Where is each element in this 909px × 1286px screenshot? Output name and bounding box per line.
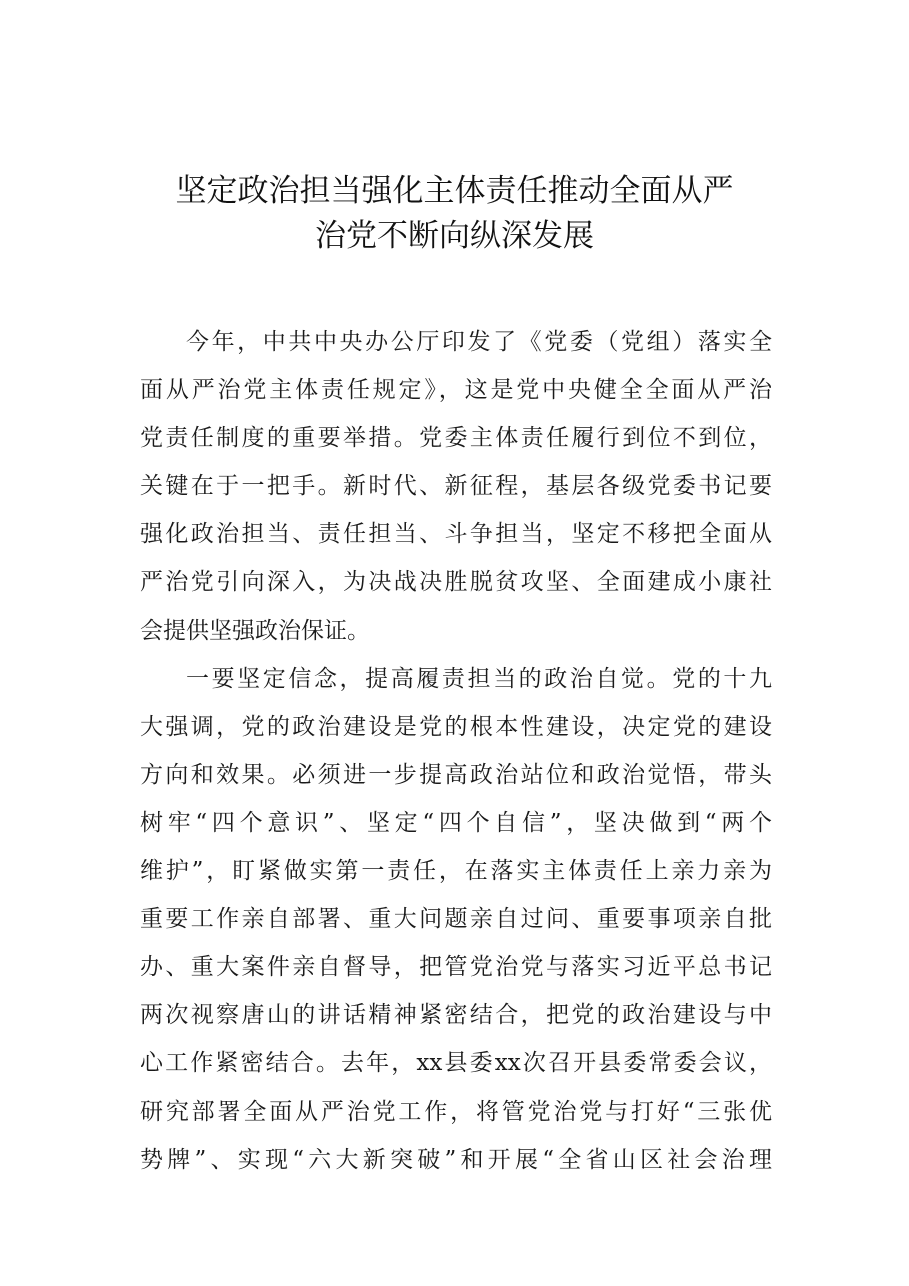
paragraph-1-line-5: 强化政治担当、责任担当、斗争担当，坚定不移把全面从 xyxy=(140,521,772,548)
paragraph-2-line-8: 两次视察唐山的讲话精神紧密结合，把党的政治建设与中 xyxy=(140,1002,772,1029)
paragraph-1-line-3: 党责任制度的重要举措。党委主体责任履行到位不到位， xyxy=(140,425,772,452)
paragraph-2-line-7: 办、重大案件亲自督导，把管党治党与落实习近平总书记 xyxy=(140,954,772,981)
paragraph-2-line-5: 维护”，盯紧做实第一责任，在落实主体责任上亲力亲为 xyxy=(140,858,772,885)
paragraph-2-line-3: 方向和效果。必须进一步提高政治站位和政治觉悟，带头 xyxy=(140,761,772,788)
paragraph-1-line-6: 严治党引向深入，为决战决胜脱贫攻坚、全面建成小康社 xyxy=(140,569,772,596)
paragraph-2-line-11: 势牌”、实现“六大新突破”和开展“全省山区社会治理 xyxy=(140,1146,772,1173)
paragraph-2-line-4: 树牢“四个意识”、坚定“四个自信”，坚决做到“两个 xyxy=(140,809,772,836)
paragraph-2-line-1: 一要坚定信念，提高履责担当的政治自觉。党的十九 xyxy=(186,665,772,692)
document-title-line-1: 坚定政治担当强化主体责任推动全面从严 xyxy=(175,173,734,209)
paragraph-1-line-4: 关键在于一把手。新时代、新征程，基层各级党委书记要 xyxy=(140,473,772,500)
document-body xyxy=(140,318,772,1184)
paragraph-2-line-2: 大强调，党的政治建设是党的根本性建设，决定党的建设 xyxy=(140,713,772,740)
paragraph-2-line-10: 研究部署全面从严治党工作，将管党治党与打好“三张优 xyxy=(140,1098,772,1125)
paragraph-2-line-6: 重要工作亲自部署、重大问题亲自过问、重要事项亲自批 xyxy=(140,906,772,933)
paragraph-1-line-1: 今年，中共中央办公厅印发了《党委（党组）落实全 xyxy=(186,329,772,355)
document-title-line-2: 治党不断向纵深发展 xyxy=(315,218,594,254)
paragraph-2-line-9: 心工作紧密结合。去年，xx县委xx次召开县委常委会议， xyxy=(140,1050,772,1077)
paragraph-1-line-2: 面从严治党主体责任规定》，这是党中央健全全面从严治 xyxy=(140,377,772,404)
paragraph-1-line-7: 会提供坚强政治保证。 xyxy=(140,617,370,644)
